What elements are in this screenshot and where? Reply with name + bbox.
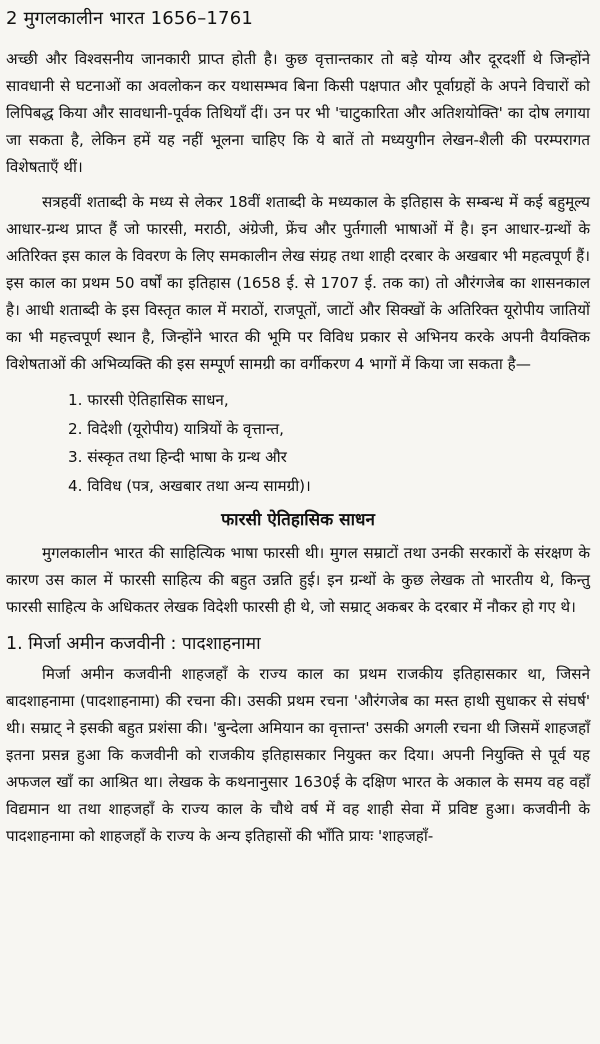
list-item: 2. विदेशी (यूरोपीय) यात्रियों के वृत्तान्त, bbox=[68, 419, 285, 438]
source-list bbox=[6, 386, 590, 500]
paragraph-1: अच्छी और विश्वसनीय जानकारी प्राप्त होती है। कुछ वृत्तान्तकार तो बड़े योग्य और दूरदर्शी थे जिन्होंने सावधानी से घटनाओं का अवलोकन कर यथासम्भव बिना किसी पक्षपात और पूर्वाग्रहों के अपने विचारों को लिपिबद्ध किया और सावधानी-पूर्वक तिथियाँ दीं। उन पर भी 'चाटुकारिता और अतिशयोक्ति' का दोष लगाया जा सकता है, लेकिन हमें यह नहीं भूलना चाहिए कि ये बातें तो मध्ययुगीन लेखन-शैली की परम्परागत विशेषताएँ थीं। bbox=[6, 50, 590, 176]
section-heading: फारसी ऐतिहासिक साधन bbox=[221, 510, 375, 530]
list-item: 4. विविध (पत्र, अखबार तथा अन्य सामग्री)। bbox=[68, 476, 311, 495]
paragraph-4: मिर्जा अमीन कजवीनी शाहजहाँ के राज्य काल का प्रथम राजकीय इतिहासकार था, जिसने बादशाहनामा (पादशाहनामा) की रचना की। उसकी प्रथम रचना 'औरंगजेब का मस्त हाथी सुधाकर से संघर्ष' थी। सम्राट् ने इसकी बहुत प्रशंसा की। 'बुन्देला अमियान का वृत्तान्त' उसकी अगली रचना थी जिसमें शाहजहाँ इतना प्रसन्न हुआ कि कजवीनी को राजकीय इतिहासकार नियुक्त कर दिया। अपनी नियुक्ति से पूर्व यह अफजल खाँ का आश्रित था। लेखक के कथनानुसार 1630ई के दक्षिण भारत के अकाल के समय वह वहाँ विद्यमान था तथा शाहजहाँ के राज्य काल के चौथे वर्ष में वह शाही सेवा में प्रविष्ट हुआ। कजवीनी के पादशाहनामा को शाहजहाँ के राज्य के अन्य इतिहासों की भाँति प्रायः 'शाहजहाँ- bbox=[6, 665, 590, 845]
running-head: 2 मुगलकालीन भारत 1656–1761 bbox=[6, 8, 254, 29]
list-item: 1. फारसी ऐतिहासिक साधन, bbox=[68, 391, 229, 409]
paragraph-3: मुगलकालीन भारत की साहित्यिक भाषा फारसी थी। मुगल सम्राटों तथा उनकी सरकारों के संरक्षण के कारण उस काल में फारसी साहित्य की बहुत उन्नति हुई। इन ग्रन्थों के कुछ लेखक तो भारतीय थे, किन्तु फारसी साहित्य के अधिकतर लेखक विदेशी फारसी ही थे, जो सम्राट् अकबर के दरबार में नौकर हो गए थे। bbox=[6, 544, 590, 616]
paragraph-2: सत्रहवीं शताब्दी के मध्य से लेकर 18वीं शताब्दी के मध्यकाल के इतिहास के सम्बन्ध में कई बहुमूल्य आधार-ग्रन्थ प्राप्त हैं जो फारसी, मराठी, अंग्रेजी, फ्रेंच और पुर्तगाली भाषाओं में है। इन आधार-ग्रन्थों के अतिरिक्त इस काल के विवरण के लिए समकालीन लेख संग्रह तथा शाही दरबार के अखबार भी महत्वपूर्ण हैं। इस काल का प्रथम 50 वर्षों का इतिहास (1658 ई. से 1707 ई. तक का) तो औरंगजेब का शासनकाल है। आधी शताब्दी के इस विस्तृत काल में मराठों, राजपूतों, जाटों और सिक्खों के अतिरिक्त यूरोपीय जातियों का भी महत्त्वपूर्ण स्थान है, जिन्होंने भारत की भूमि पर विविध प्रकार से अभिनय करके अपनी वैयक्तिक विशेषताओं की अभिव्यक्ति की इस सम्पूर्ण सामग्री का वर्गीकरण 4 भागों में किया जा सकता है— bbox=[6, 193, 590, 373]
list-item: 3. संस्कृत तथा हिन्दी भाषा के ग्रन्थ और bbox=[68, 448, 287, 466]
subsection-heading: 1. मिर्जा अमीन कजवीनी : पादशाहनामा bbox=[6, 634, 261, 654]
